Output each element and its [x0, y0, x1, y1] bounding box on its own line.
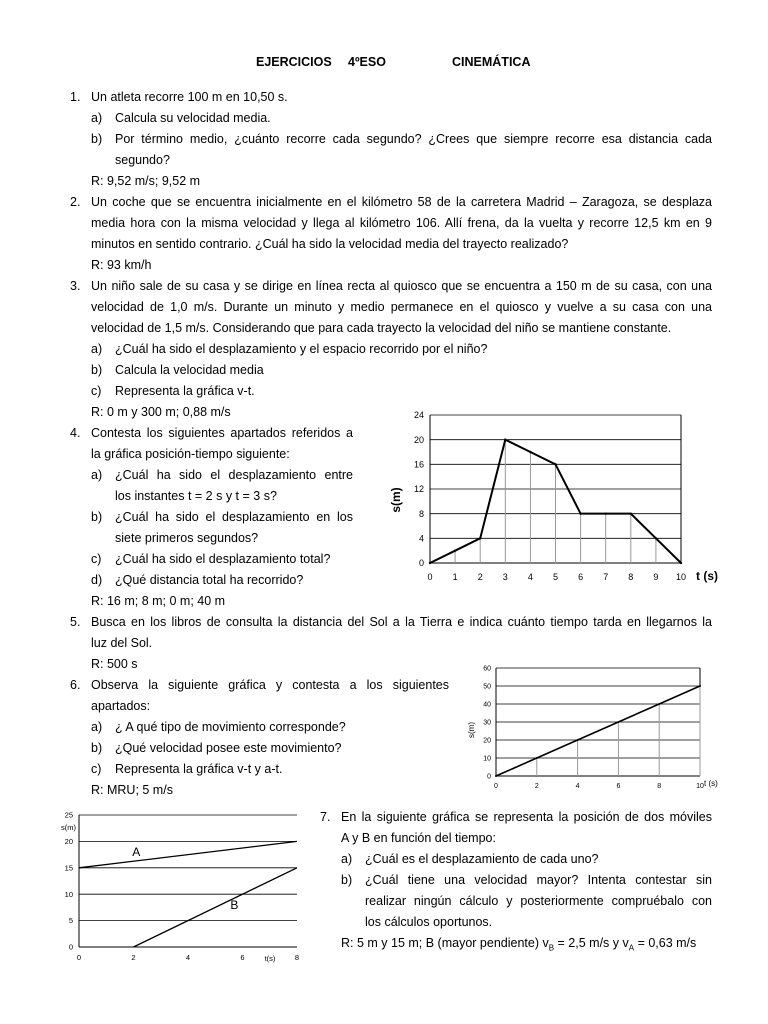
ex1-a: Calcula su velocidad media.	[115, 111, 271, 125]
x-tick-label: 10	[675, 572, 687, 582]
ex6-c: Representa la gráfica v-t y a-t.	[115, 762, 283, 776]
ex4-b-line2: siete primeros segundos?	[115, 531, 259, 545]
ex5-line1: Busca en los libros de consulta la distancia del Sol a la Tierra e indica cuánto tiempo tarda en llegarnos la	[91, 615, 712, 629]
data-point	[495, 775, 497, 777]
y-tick-label: 25	[64, 810, 73, 820]
ex7-number: 7.	[320, 810, 331, 824]
data-point	[658, 703, 660, 705]
x-tick-label: 4	[575, 783, 580, 790]
x-tick-label: 6	[578, 572, 584, 582]
chart-position-time-ex4	[378, 405, 728, 585]
ex7-b-line3: los cálculos oportunos.	[365, 915, 493, 929]
x-tick-label: 9	[653, 572, 659, 582]
y-tick-label: 40	[483, 701, 491, 709]
ex7-line1: En la siguiente gráfica se representa la posición de dos móviles	[341, 810, 712, 824]
data-point	[655, 537, 657, 539]
x-tick-label: 2	[534, 783, 539, 790]
ex3-a-label: a)	[91, 342, 103, 356]
ex4-a-label: a)	[91, 468, 103, 482]
ex3-answer: R: 0 m y 300 m; 0,88 m/s	[91, 405, 231, 419]
data-point	[680, 562, 682, 564]
ex4-a-line1: ¿Cuál ha sido el desplazamiento entre	[115, 468, 353, 482]
ex5-line2: luz del Sol.	[91, 636, 153, 650]
ex4-c: ¿Cuál ha sido el desplazamiento total?	[115, 552, 331, 566]
y-tick-label: 50	[483, 683, 491, 691]
data-point	[630, 512, 632, 514]
ex3-a: ¿Cuál ha sido el desplazamiento y el espacio recorrido por el niño?	[115, 342, 488, 356]
ex7-a: ¿Cuál es el desplazamiento de cada uno?	[365, 852, 599, 866]
ex4-c-label: c)	[91, 552, 102, 566]
ex3-b: Calcula la velocidad media	[115, 363, 264, 377]
ex3-c: Representa la gráfica v-t.	[115, 384, 255, 398]
ex4-a-line2: los instantes t = 2 s y t = 3 s?	[115, 489, 277, 503]
ex1-number: 1.	[70, 90, 81, 104]
ex7-answer-part2: = 2,5 m/s y v	[554, 936, 629, 950]
y-axis-label: s(m)	[61, 823, 76, 832]
ex4-line1: Contesta los siguientes apartados referidos a	[91, 426, 353, 440]
y-tick-label: 20	[413, 434, 424, 445]
y-tick-label: 10	[64, 889, 73, 899]
ex3-number: 3.	[70, 279, 81, 293]
data-point	[699, 685, 701, 687]
ex6-line2: apartados:	[91, 699, 151, 713]
ex3-line2: velocidad de 1,0 m/s. Durante un minuto y medio permanece en el quiosco y vuelve a su casa con una	[91, 300, 712, 314]
ex7-answer-sub-b: B	[548, 943, 555, 953]
y-tick-label: 60	[483, 665, 491, 673]
x-tick-label: 0	[494, 783, 498, 790]
series-line-position	[496, 686, 700, 776]
ex4-answer: R: 16 m; 8 m; 0 m; 40 m	[91, 594, 226, 608]
y-tick-label: 0	[68, 942, 73, 952]
data-point	[577, 739, 579, 741]
series-label-b: B	[230, 897, 239, 912]
ex1-b-line2: segundo?	[115, 153, 170, 167]
y-tick-label: 24	[413, 410, 424, 421]
ex7-b-line2: realizar ningún cálculo y posteriormente compruébalo con	[365, 894, 712, 908]
ex6-c-label: c)	[91, 762, 102, 776]
series-line-a	[79, 841, 297, 867]
ex7-b-label: b)	[341, 873, 353, 887]
x-tick-label: 2	[477, 572, 483, 582]
x-axis-label: t (s)	[696, 569, 718, 583]
ex2-line1: Un coche que se encuentra inicialmente en el kilómetro 58 de la carretera Madrid – Zaragoza, se desplaza	[91, 195, 712, 209]
x-tick-label: 0	[427, 572, 433, 582]
y-tick-label: 0	[418, 558, 424, 569]
x-tick-label: 8	[294, 953, 300, 962]
ex6-answer: R: MRU; 5 m/s	[91, 783, 173, 797]
ex4-b-label: b)	[91, 510, 103, 524]
chart-position-time-ex7	[55, 805, 315, 970]
ex4-d-label: d)	[91, 573, 103, 587]
x-tick-label: 4	[527, 572, 533, 582]
y-tick-label: 20	[483, 737, 491, 745]
ex1-b-label: b)	[91, 132, 103, 146]
y-tick-label: 4	[418, 533, 424, 544]
ex7-answer-sub-a: A	[628, 943, 635, 953]
x-axis-label: t (s)	[704, 779, 718, 788]
y-axis-label: s(m)	[467, 722, 476, 738]
x-tick-label: 8	[628, 572, 634, 582]
data-point	[529, 451, 531, 453]
y-tick-label: 12	[413, 484, 424, 495]
x-tick-label: 5	[552, 572, 559, 582]
ex2-number: 2.	[70, 195, 81, 209]
chart-position-time-ex6	[460, 660, 730, 795]
series-label-a: A	[132, 845, 141, 860]
ex7-b-line1: ¿Cuál tiene una velocidad mayor? Intenta contestar sin	[365, 873, 712, 887]
data-point	[536, 757, 538, 759]
series-line-b	[134, 868, 298, 947]
data-point	[454, 549, 456, 551]
y-tick-label: 5	[68, 916, 73, 926]
data-point	[479, 537, 481, 539]
ex5-number: 5.	[70, 615, 81, 629]
x-axis-label: t(s)	[264, 954, 276, 963]
data-point	[429, 562, 431, 564]
ex7-line2: A y B en función del tiempo:	[341, 831, 496, 845]
x-tick-label: 1	[452, 572, 458, 582]
title-ejercicios: EJERCICIOS	[256, 55, 332, 69]
ex6-b: ¿Qué velocidad posee este movimiento?	[115, 741, 342, 755]
x-tick-label: 6	[616, 783, 621, 790]
ex3-b-label: b)	[91, 363, 103, 377]
y-tick-label: 16	[413, 459, 424, 470]
data-point	[554, 463, 556, 465]
ex7-answer-part3: = 0,63 m/s	[634, 936, 697, 950]
ex3-line3: velocidad de 1,5 m/s. Considerando que para cada trayecto la velocidad del niño se mantiene constante.	[91, 321, 672, 335]
ex1-text: Un atleta recorre 100 m en 10,50 s.	[91, 90, 288, 104]
ex3-c-label: c)	[91, 384, 102, 398]
ex1-a-label: a)	[91, 111, 103, 125]
ex3-line1: Un niño sale de su casa y se dirige en línea recta al quiosco que se encuentra a 150 m de su casa, con una	[91, 279, 712, 293]
ex4-number: 4.	[70, 426, 81, 440]
ex6-a: ¿ A qué tipo de movimiento corresponde?	[115, 720, 346, 734]
x-tick-label: 8	[657, 783, 662, 790]
x-tick-label: 10	[696, 783, 704, 790]
ex7-answer	[341, 936, 696, 956]
title-tema: CINEMÁTICA	[452, 55, 531, 69]
x-tick-label: 3	[502, 572, 508, 582]
y-tick-label: 20	[64, 837, 73, 847]
ex5-answer: R: 500 s	[91, 657, 138, 671]
y-tick-label: 8	[418, 508, 424, 519]
ex6-line1: Observa la siguiente gráfica y contesta a los siguientes	[91, 678, 449, 692]
x-tick-label: 0	[76, 953, 82, 962]
data-point	[504, 438, 506, 440]
ex2-answer: R: 93 km/h	[91, 258, 152, 272]
data-point	[617, 721, 619, 723]
ex2-line3: minutos en sentido contrario. ¿Cuál ha sido la velocidad media del trayecto realizado?	[91, 237, 569, 251]
y-tick-label: 15	[64, 863, 73, 873]
y-tick-label: 30	[483, 719, 491, 727]
data-point	[605, 512, 607, 514]
ex1-answer: R: 9,52 m/s; 9,52 m	[91, 174, 201, 188]
ex4-b-line1: ¿Cuál ha sido el desplazamiento en los	[115, 510, 353, 524]
x-tick-label: 6	[240, 953, 245, 962]
ex7-answer-part1: R: 5 m y 15 m; B (mayor pendiente) v	[341, 936, 549, 950]
x-tick-label: 7	[603, 572, 609, 582]
ex6-number: 6.	[70, 678, 81, 692]
x-tick-label: 2	[131, 953, 136, 962]
y-tick-label: 10	[483, 755, 491, 763]
y-tick-label: 0	[487, 773, 491, 781]
y-axis-label: s(m)	[389, 487, 403, 513]
ex6-b-label: b)	[91, 741, 103, 755]
ex1-b-line1: Por término medio, ¿cuánto recorre cada segundo? ¿Crees que siempre recorre esa distancia cada	[115, 132, 712, 146]
ex7-a-label: a)	[341, 852, 353, 866]
ex4-d: ¿Qué distancia total ha recorrido?	[115, 573, 304, 587]
ex4-line2: la gráfica posición-tiempo siguiente:	[91, 447, 290, 461]
ex2-line2: media hora con la misma velocidad y llega al kilómetro 106. Allí frena, da la vuelta y recorre 12,5 km en 9	[91, 216, 712, 230]
title-curso: 4ºESO	[348, 55, 386, 69]
data-point	[579, 512, 581, 514]
x-tick-label: 4	[185, 953, 191, 962]
ex6-a-label: a)	[91, 720, 103, 734]
